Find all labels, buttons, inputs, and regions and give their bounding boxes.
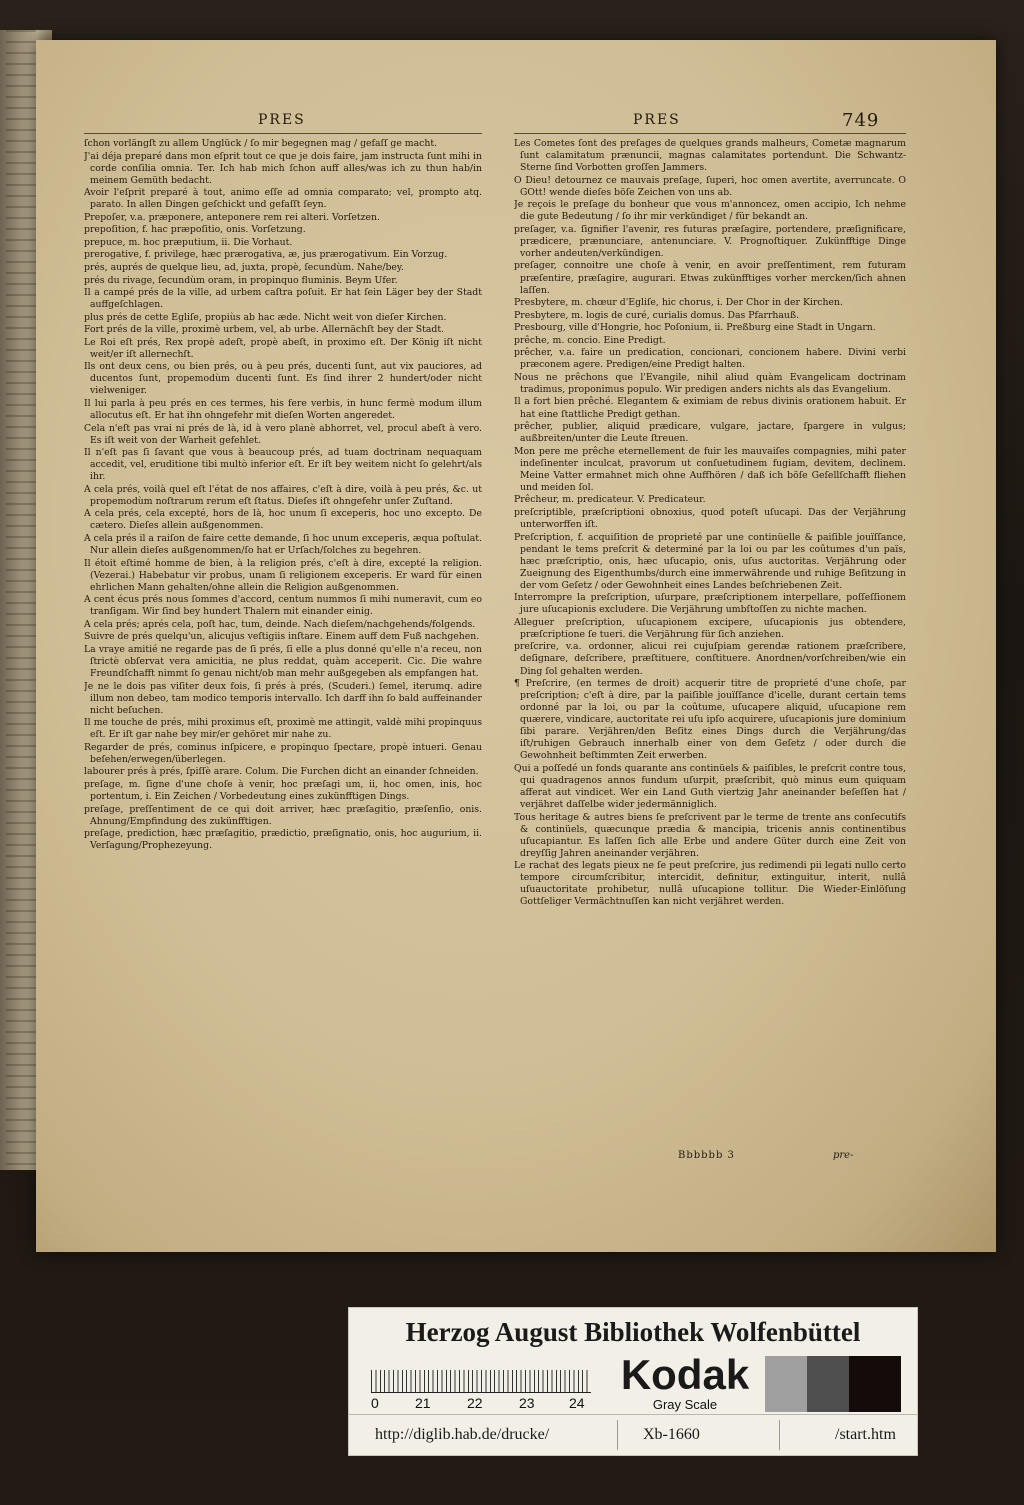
dictionary-entry: A cela prés il a raiſon de faire cette demande, ſi hoc unum exceperis, æqua poſtulat. Nur allein dieſes außgenommen/ſo hat er Urſach/ſolches zu begehren.	[84, 533, 482, 557]
dictionary-entry: Avoir l'eſprit preparé à tout, animo eſſe ad omnia comparato; vel, prompto atq. parato. In allen Dingen geſchickt und gefaſſt ſeyn.	[84, 187, 482, 211]
dictionary-entry: ſchon vorlängſt zu allem Unglück / ſo mir begegnen mag / gefaſſ ge macht.	[84, 138, 438, 149]
dictionary-entry: Prêcheur, m. predicateur. V. Predicateur.	[514, 494, 706, 506]
dictionary-column-left	[84, 138, 482, 1238]
book-page	[36, 40, 996, 1252]
signature-mark: Bbbbbb 3	[678, 1150, 735, 1161]
dictionary-entry: Les Cometes ſont des preſages de quelques grands malheurs, Cometæ magnarum ſunt calamitatum prænuncii, magnas calamitates portendunt. Die Schwantz-Sterne ſind Vorbotten groſſen Jammers.	[514, 138, 906, 174]
catchword: pre-	[833, 1150, 854, 1161]
gray-swatch-light	[765, 1356, 809, 1412]
dictionary-entry: Il étoit eſtimé homme de bien, à la religion prés, c'eſt à dire, excepté la religion. (Vezerai.) Habebatur vir probus, unam ſi religionem exceperis. Er ward für einen ehrlichen Mann gehalten/ohne allein die Religion außgenommen.	[84, 557, 482, 593]
label-divider	[349, 1414, 917, 1415]
url-base-link[interactable]: http://diglib.hab.de/drucke/	[375, 1426, 550, 1443]
dictionary-entry: prepuce, m. hoc præputium, ii. Die Vorhaut.	[84, 236, 293, 248]
scale-number: 21	[415, 1395, 431, 1411]
dictionary-entry: Alleguer preſcription, uſucapionem excipere, uſucapionis jus obtendere, præſcriptione ſe tueri. die Verjährung für ſich anziehen.	[514, 616, 906, 640]
dictionary-entry: Suivre de prés quelqu'un, alicujus veſtigiis inſtare. Einem auff dem Fuß nachgehen.	[84, 631, 480, 643]
scale-number: 23	[519, 1395, 535, 1411]
scale-number: 0	[371, 1395, 379, 1411]
dictionary-column-right	[514, 138, 906, 1238]
dictionary-entry: prêcher, v.a. faire un predication, concionari, concionem habere. Divini verbi præconem agere. Predigen/eine Predigt halten.	[514, 347, 906, 371]
dictionary-entry: Presbytere, m. chœur d'Egliſe, hic chorus, i. Der Chor in der Kirchen.	[514, 297, 843, 309]
kodak-logo: Kodak	[620, 1351, 750, 1398]
dictionary-entry: preſage, prediction, hæc præſagitio, prædictio, præſignatio, onis, hoc augurium, ii. Verſagung/Prophezeyung.	[84, 828, 482, 852]
running-head-right: PRES	[633, 112, 681, 128]
running-head-left: PRES	[258, 112, 306, 128]
dictionary-entry: Je ne le dois pas viſiter deux fois, ſi prés à prés, (Scuderi.) ſemel, iterumq. adire illum non debeo, tam modico temporis intervallo. Ich darff ihn ſo bald auffeinander nicht beſuchen.	[84, 680, 482, 716]
dictionary-entry: plus prés de cette Egliſe, propiùs ab hac æde. Nicht weit von dieſer Kirchen.	[84, 311, 447, 323]
dictionary-entry: Il me touche de prés, mihi proximus eſt, proximè me attingit, valdè mihi propinquus eſt. Er iſt gar nahe bey mir/er gehöret mir nahe zu.	[84, 717, 482, 741]
scale-ruler	[371, 1356, 591, 1393]
dictionary-entry: prés du rivage, ſecundùm oram, in propinquo fluminis. Beym Ufer.	[84, 274, 398, 286]
dictionary-entry: Regarder de prés, cominus inſpicere, e propinquo ſpectare, propè intueri. Genau beſehen/erwegen/überlegen.	[84, 741, 482, 765]
dictionary-entry: Le rachat des legats pieux ne ſe peut preſcrire, jus redimendi pii legati nullo certo tempore circumſcribitur, intercidit, definitur, extinguitur, interit, nullâ uſuauctoritate prohibetur, nullâ uſucapione tollitur. Die Wieder-Einlöſung Gottſeliger Vermächtnuſſen kan nicht verjähret werden.	[514, 860, 906, 908]
dictionary-entry: A cent écus prés nous ſommes d'accord, centum nummos ſi mihi numeravit, cum eo tranſigam. Wir ſind bey hundert Thalern mit einander einig.	[84, 594, 482, 618]
dictionary-entry: preſcrire, v.a. ordonner, alicui rei cujuſpiam gerendæ rationem præſcribere, deſignare, deſcribere, præſtituere, conſtituere. Anordnen/vorſchreiben/wie ein Ding ſol gehalten werden.	[514, 641, 906, 677]
gray-swatch-black	[849, 1356, 901, 1412]
dictionary-entry: Il a fort bien prêché. Elegantem & eximiam de rebus divinis orationem habuit. Er hat eine ſtattliche Predigt gethan.	[514, 396, 906, 420]
dictionary-entry: Preſcription, f. acquiſition de proprieté par une continüelle & paiſible jouïſſance, pendant le tems preſcrit & determiné par la loi ou par les coûtumes d'un païs, hæc præſcriptio, onis, hæc uſucapio, onis, uſus auctoritas. Verjährung oder Zueignung des Eigenthumbs/durch eine immerwährende und ruhige Beſitzung in der vom Geſetz / oder Gewohnheit eines Landes beſchriebenen Zeit.	[514, 531, 906, 591]
dictionary-entry: Il lui parla à peu prés en ces termes, his fere verbis, in hunc fermè modum illum allocutus eſt. Er hat ihn ohngefehr mit dieſen Worten angeredet.	[84, 397, 482, 422]
dictionary-entry: ¶ Preſcrire, (en termes de droit) acquerir titre de proprieté d'une choſe, par preſcription; c'eſt à dire, par la paiſible jouïſſance d'icelle, durant certain tems ordonné par la loi, ou par la coûtume, uſucapere aliquid, uſucapione rem quærere, vindicare, auctoritate rei uſu ipſo acquirere, uſucapionis jure dominium ſibi parare. Verjähren/den Beſitz eines Dings durch die Verjährung/das iſt/ruhigen Gebrauch innerhalb einer von dem Geſetz / oder durch die Gewohnheit beſtimmten Zeit erwerben.	[514, 678, 906, 762]
dictionary-entry: La vraye amitié ne regarde pas de ſi prés, ſi elle a plus donné qu'elle n'a receu, non ſtrictè obſervat vera amicitia, ne plus reddat, quàm acceperit. Cic. Die wahre Freundſchafft nimmt ſo genau nicht/ob man mehr außgegeben als empfangen hat.	[84, 643, 482, 680]
dictionary-entry: Presbytere, m. logis de curé, curialis domus. Das Pfarrhauß.	[514, 309, 800, 321]
header-rule-left	[84, 133, 482, 134]
dictionary-entry: Ils ont deux cens, ou bien prés, ou à peu prés, ducenti ſunt, aut vix pauciores, ad ducentos ſunt, propemodùm ducenti ſunt. Es ſind ihrer 2 hundert/oder nicht vielweniger.	[84, 361, 482, 397]
dictionary-entry: A cela prés, voilà quel eſt l'état de nos affaires, c'eſt à dire, voilà à peu prés, &c. ut propemodùm noſtrarum rerum eſt ſtatus. Dieſes iſt ohngefehr unſer Zuſtand.	[84, 483, 482, 507]
shelfmark[interactable]: Xb-1660	[643, 1426, 700, 1443]
scale-number: 24	[569, 1395, 585, 1411]
dictionary-entry: Prepoſer, v.a. præponere, anteponere rem rei alteri. Vorſetzen.	[84, 211, 380, 223]
dictionary-entry: Cela n'eſt pas vrai ni prés de là, id à vero planè abhorret, vel, procul abeſt à vero. Es iſt weit von der Warheit gefehlet.	[84, 422, 482, 446]
dictionary-entry: preſager, connoitre une choſe à venir, en avoir preſſentiment, rem futuram præſentire, præſagire, augurari. Etwas zukünfftiges vorher mercken/ſich ahnen laſſen.	[514, 260, 906, 296]
url-separator	[617, 1420, 618, 1450]
url-suffix[interactable]: /start.htm	[835, 1426, 896, 1443]
institution-name: Herzog August Bibliothek Wolfenbüttel	[405, 1317, 861, 1347]
dictionary-entry: J'ai déja preparé dans mon eſprit tout ce que je dois faire, jam instructa ſunt mihi in corde conſilia omnia. Ter. Ich hab mich ſchon auff alles/was ich zu thun hab/in meinem Gemüth bedacht.	[84, 150, 482, 186]
dictionary-entry: A cela prés; aprés cela, poſt hac, tum, deinde. Nach dieſem/nachgehends/folgends.	[84, 618, 476, 630]
dictionary-entry: Je reçois le preſage du bonheur que vous m'annoncez, omen accipio, Ich nehme die gute Bedeutung / ſo ihr mir verkündiget / für bekandt an.	[514, 199, 906, 223]
dictionary-entry: Il a campé prés de la ville, ad urbem caſtra poſuit. Er hat ſein Läger bey der Stadt auffgeſchlagen.	[84, 287, 482, 311]
gray-scale-caption: Gray Scale	[652, 1397, 718, 1412]
library-color-card	[348, 1307, 918, 1456]
dictionary-entry: preſcriptible, præſcriptioni obnoxius, quod poteſt uſucapi. Das der Verjährung unterworffen iſt.	[514, 506, 906, 530]
dictionary-entry: Presbourg, ville d'Hongrie, hoc Poſonium, ii. Preßburg eine Stadt in Ungarn.	[514, 322, 876, 334]
url-separator	[779, 1420, 780, 1450]
page-number: 749	[842, 110, 880, 131]
dictionary-entry: Mon pere me prêche eternellement de fuir les mauvaiſes compagnies, mihi pater indeſinenter inculcat, pravorum ut conſuetudinem fugiam, devitem, declinem. Meine Vatter ermahnet mich ohne Auffhören / daß ich böſe Geſellſchafft fliehen und meiden ſol.	[514, 445, 906, 493]
dictionary-entry: Fort prés de la ville, proximè urbem, vel, ab urbe. Allernächſt bey der Stadt.	[84, 324, 445, 336]
dictionary-entry: preſager, v.a. ſignifier l'avenir, res futuras præſagire, portendere, præſignificare, prædicere, prænunciare, antenunciare. V. Prognoſtiquer. Zukünfftige Dinge vorher andeuten/verkündigen.	[514, 223, 906, 259]
scale-number: 22	[467, 1395, 483, 1411]
dictionary-entry: preſage, m. ſigne d'une choſe à venir, hoc præſagi um, ii, hoc omen, inis, hoc portentum, i. Ein Zeichen / Vorbedeutung eines zukünfftigen Dings.	[84, 778, 482, 802]
dictionary-entry: Le Roi eſt prés, Rex propè adeſt, propè abeſt, in proximo eſt. Der König iſt nicht weit/er iſt allernechſt.	[84, 336, 482, 360]
dictionary-entry: prêcher, publier, aliquid prædicare, vulgare, jactare, ſpargere in vulgus; außbreiten/unter die Leute ſtreuen.	[514, 421, 906, 445]
gray-swatch-dark	[807, 1356, 851, 1412]
dictionary-entry: prêche, m. concio. Eine Predigt.	[514, 334, 666, 346]
dictionary-entry: A cela prés, cela excepté, hors de là, hoc unum ſi exceperis, hoc uno excepto. De cætero. Dieſes allein außgenommen.	[84, 508, 482, 532]
dictionary-entry: Tous heritage & autres biens ſe preſcrivent par le terme de trente ans conſecutifs & continüels, quæcunque prædia & mancipia, tricenis annis continentibus uſucapiantur. Es laſſen ſich alle Erbe und andere Güter durch eine Zeit von dreyſſig Jahren aneinander verjähren.	[514, 811, 906, 859]
header-rule-right	[514, 133, 906, 134]
dictionary-entry: preſage, preſſentiment de ce qui doit arriver, hæc præſagitio, præſenſio, onis. Ahnung/Empfindung des zukünfftigen.	[84, 803, 482, 827]
dictionary-entry: prerogative, f. privilege, hæc prærogativa, æ, jus prærogativum. Ein Vorzug.	[84, 249, 448, 261]
dictionary-entry: Il n'eſt pas ſi ſavant que vous à beaucoup prés, ad tuam doctrinam nequaquam accedit, vel, eruditione tibi multò inferior eſt. Er iſt bey weitem nicht ſo gelehrt/als ihr.	[84, 447, 482, 483]
dictionary-entry: prepoſition, f. hac præpoſitio, onis. Vorſetzung.	[84, 224, 306, 236]
dictionary-entry: prés, auprés de quelque lieu, ad, juxta, propè, ſecundùm. Nahe/bey.	[84, 261, 404, 273]
dictionary-entry: Interrompre la preſcription, uſurpare, præſcriptionem interpellare, poſſeſſionem jure uſucapionis excludere. Die Verjährung umbſtoſſen zu nichte machen.	[514, 592, 906, 616]
dictionary-entry: labourer prés à prés, ſpiſſè arare. Colum. Die Furchen dicht an einander ſchneiden.	[84, 766, 479, 778]
dictionary-entry: Nous ne prêchons que l'Evangile, nihil aliud quàm Evangelicam doctrinam tradimus, proponimus populo. Wir predigen anders nichts als das Evangelium.	[514, 371, 906, 395]
dictionary-entry: O Dieu! detournez ce mauvais preſage, ſuperi, hoc omen avertite, averruncate. O GOtt! wende dieſes böſe Zeichen von uns ab.	[514, 174, 906, 198]
dictionary-entry: Qui a poſſedé un fonds quarante ans continüels & paiſibles, le preſcrit contre tous, qui quadragenos annos fundum uſurpit, præſcribit, quò minus eum quiquam afferat aut vindicet. Wer ein Land Guth viertzig Jahr aneinander beſeſſen hat / verjähret daſſelbe wider jedermänniglich.	[514, 762, 906, 811]
